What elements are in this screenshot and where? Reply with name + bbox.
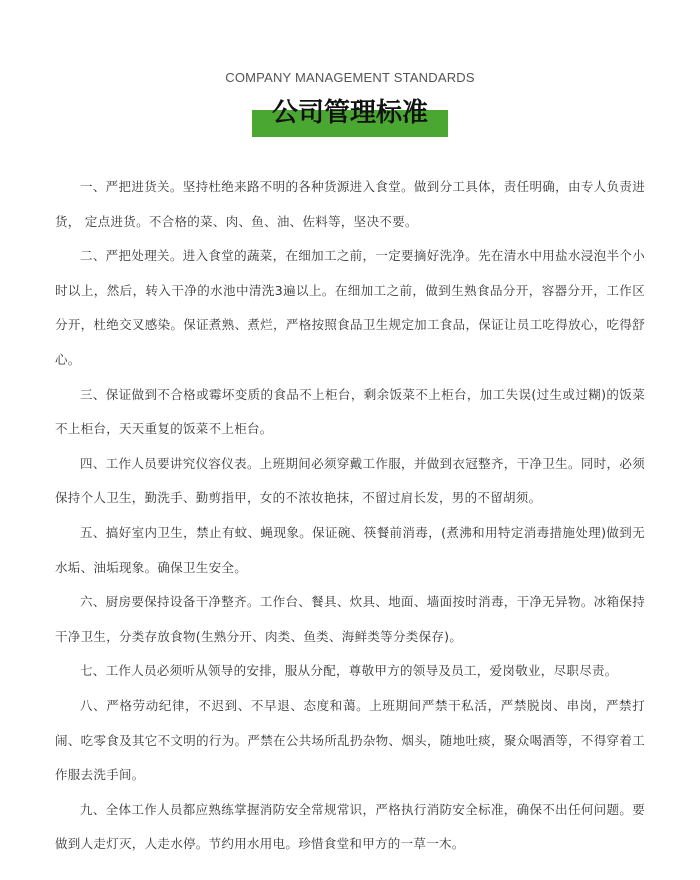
title-block	[252, 96, 448, 138]
standard-item-2: 二、严把处理关。进入食堂的蔬菜，在细加工之前，一定要摘好洗净。先在清水中用盐水浸泡半个小时以上，然后，转入干净的水池中清洗3遍以上。在细加工之前，做到生熟食品分开，容器分开，工作区分开，杜绝交叉感染。保证煮熟、煮烂，严格按照食品卫生规定加工食品，保证让员工吃得放心，吃得舒心。	[55, 248, 645, 367]
standard-item-1: 一、严把进货关。坚持杜绝来路不明的各种货源进入食堂。做到分工具体，责任明确，由专人负责进货， 定点进货。不合格的菜、肉、鱼、油、佐料等，坚决不要。	[55, 179, 645, 229]
page-subtitle: COMPANY MANAGEMENT STANDARDS	[225, 70, 475, 85]
standard-item-7: 七、工作人员必须听从领导的安排，服从分配，尊敬甲方的领导及员工，爱岗敬业，尽职尽责。	[80, 663, 618, 679]
standard-item-5: 五、搞好室内卫生，禁止有蚊、蝇现象。保证碗、筷餐前消毒，(煮沸和用特定消毒措施处理)做到无水垢、油垢现象。确保卫生安全。	[55, 524, 645, 575]
standard-item-4: 四、工作人员要讲究仪容仪表。上班期间必须穿戴工作服，并做到衣冠整齐，干净卫生。同时，必须保持个人卫生，勤洗手、勤剪指甲，女的不浓妆艳抹，不留过肩长发，男的不留胡须。	[55, 455, 645, 506]
standards-list	[55, 170, 645, 862]
page-title: 公司管理标准	[271, 98, 428, 128]
standard-item-9: 九、全体工作人员都应熟练掌握消防安全常规常识，严格执行消防安全标准，确保不出任何问题。要做到人走灯灭，人走水停。节约用水用电。珍惜食堂和甲方的一草一木。	[55, 801, 645, 852]
standard-item-6: 六、厨房要保持设备干净整齐。工作台、餐具、炊具、地面、墙面按时消毒，干净无异物。冰箱保持干净卫生，分类存放食物(生熟分开、肉类、鱼类、海鲜类等分类保存)。	[55, 594, 645, 644]
standard-item-3: 三、保证做到不合格或霉坏变质的食品不上柜台，剩余饭菜不上柜台，加工失误(过生或过糊)的饭菜不上柜台，天天重复的饭菜不上柜台。	[55, 386, 645, 437]
standard-item-8: 八、严格劳动纪律，不迟到、不早退、态度和蔼。上班期间严禁干私活，严禁脱岗、串岗，严禁打闹、吃零食及其它不文明的行为。严禁在公共场所乱扔杂物、烟头，随地吐痰，聚众喝酒等，不得穿着工作服去洗手间。	[55, 697, 645, 783]
